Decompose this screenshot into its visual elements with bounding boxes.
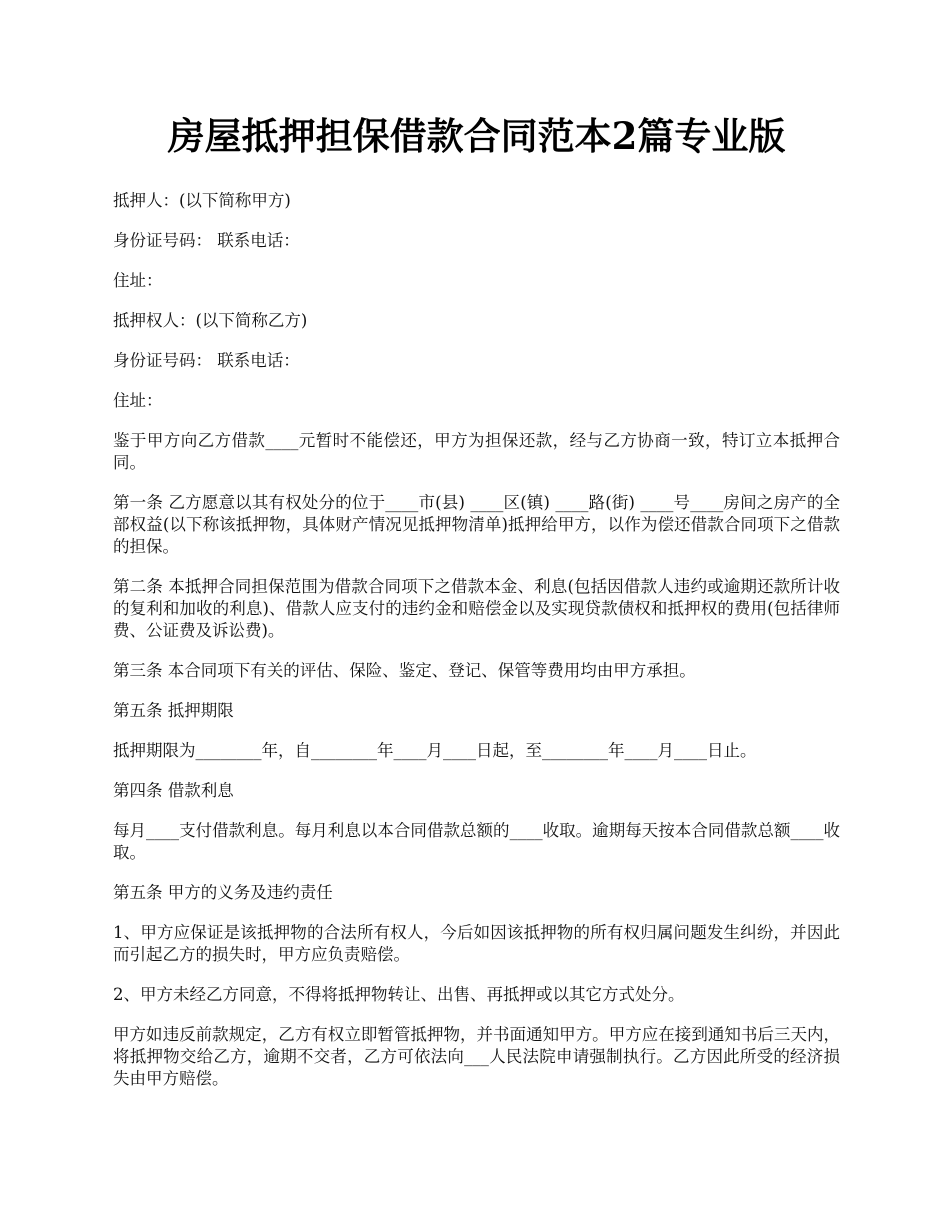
paragraph-mortgagee-address: 住址： (113, 391, 163, 410)
paragraph-loan-interest: 每月____支付借款利息。每月利息以本合同借款总额的____收取。逾期每天按本合同借款总额____收取。 (113, 821, 840, 862)
paragraph-mortgagee-id-phone: 身份证号码： 联系电话： (113, 351, 300, 370)
paragraph-mortgagor-address: 住址： (113, 271, 163, 290)
paragraph-article-1: 第一条 乙方愿意以其有权处分的位于____市(县) ____区(镇) ____路(街) ____号____房间之房产的全部权益(以下称该抵押物，具体财产情况见抵押物清单)抵押给甲方，以作为偿还借款合同项下之借款的担保。 (113, 493, 840, 556)
document-title: 房屋抵押担保借款合同范本2篇专业版 (167, 114, 786, 158)
heading-loan-interest: 第四条 借款利息 (113, 781, 234, 800)
paragraph-mortgagor: 抵押人：(以下简称甲方) (113, 191, 291, 210)
paragraph-breach-remedy: 甲方如违反前款规定，乙方有权立即暂管抵押物，并书面通知甲方。甲方应在接到通知书后三天内，将抵押物交给乙方，逾期不交者，乙方可依法向___人民法院申请强制执行。乙方因此所受的经济损失由甲方赔偿。 (113, 1025, 840, 1088)
paragraph-obligation-2: 2、甲方未经乙方同意，不得将抵押物转让、出售、再抵押或以其它方式处分。 (113, 985, 685, 1004)
paragraph-obligation-1: 1、甲方应保证是该抵押物的合法所有权人，今后如因该抵押物的所有权归属问题发生纠纷，并因此而引起乙方的损失时，甲方应负责赔偿。 (113, 923, 840, 964)
paragraph-mortgagor-id-phone: 身份证号码： 联系电话： (113, 231, 300, 250)
heading-obligations: 第五条 甲方的义务及违约责任 (113, 883, 333, 902)
paragraph-article-2: 第二条 本抵押合同担保范围为借款合同项下之借款本金、利息(包括因借款人违约或逾期还款所计收的复利和加收的利息)、借款人应支付的违约金和赔偿金以及实现贷款债权和抵押权的费用(包括律师费、公证费及诉讼费)。 (113, 577, 840, 640)
document-page (113, 108, 840, 1108)
heading-mortgage-term: 第五条 抵押期限 (113, 701, 234, 720)
paragraph-article-3: 第三条 本合同项下有关的评估、保险、鉴定、登记、保管等费用均由甲方承担。 (113, 661, 696, 680)
paragraph-preamble: 鉴于甲方向乙方借款____元暂时不能偿还，甲方为担保还款，经与乙方协商一致，特订立本抵押合同。 (113, 431, 840, 472)
paragraph-mortgagee: 抵押权人：(以下简称乙方) (113, 311, 308, 330)
paragraph-mortgage-term: 抵押期限为________年，自________年____月____日起，至________年____月____日止。 (113, 741, 757, 760)
